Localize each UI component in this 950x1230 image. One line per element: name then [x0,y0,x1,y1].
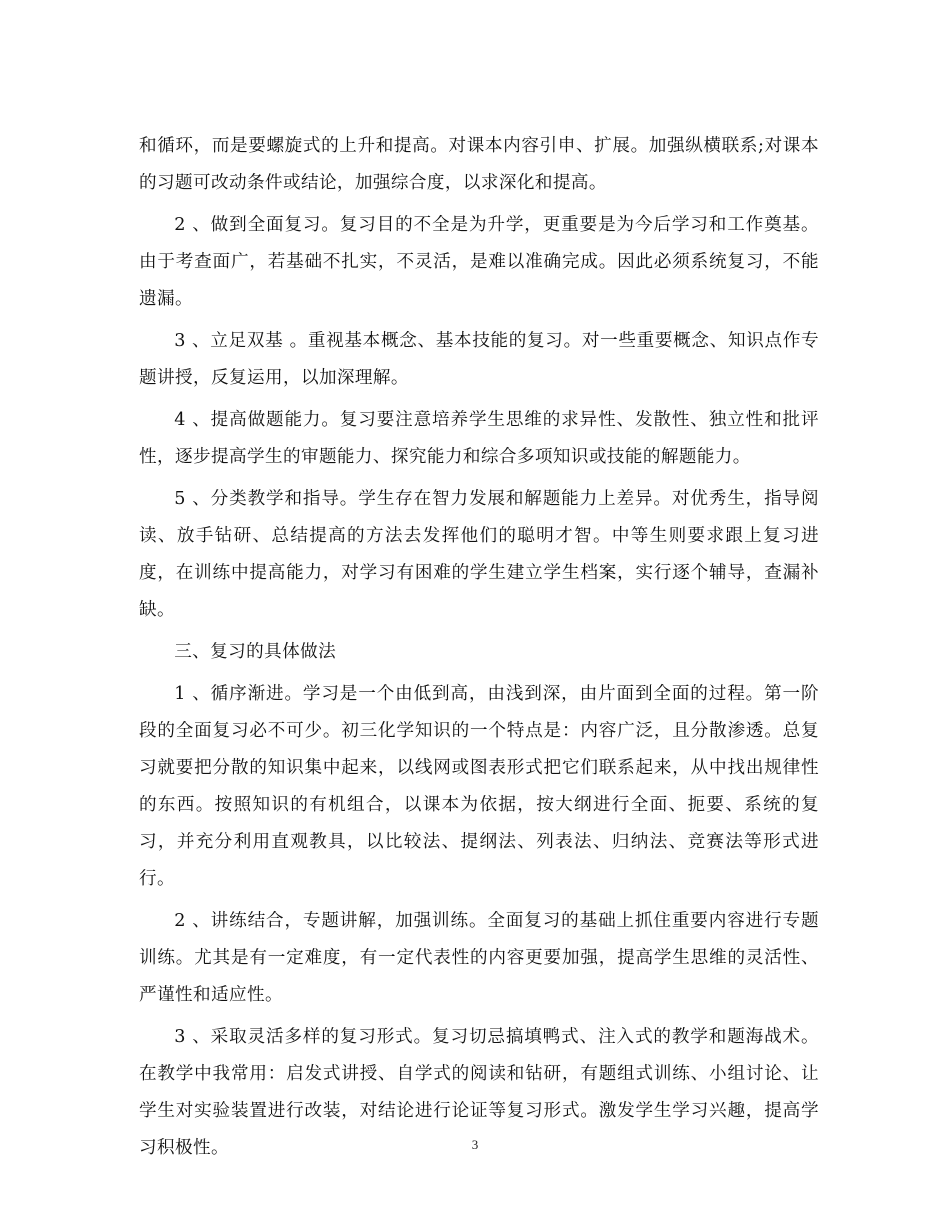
paragraph-method-3: 3 、采取灵活多样的复习形式。复习切忌搞填鸭式、注入式的教学和题海战术。在教学中我常用：启发式讲授、自学式的阅读和钻研，有题组式训练、小组讨论、让学生对实验装置进行改装，对结论进行论证等复习形式。激发学生学习兴趣，提高学习积极性。 [139,1027,819,1158]
paragraph-method-2: 2 、讲练结合，专题讲解，加强训练。全面复习的基础上抓住重要内容进行专题训练。尤其是有一定难度，有一定代表性的内容更要加强，提高学生思维的灵活性、严谨性和适应性。 [139,911,819,1005]
document-body [139,128,819,1172]
section-heading: 三、复习的具体做法 [174,642,337,662]
paragraph-item-3: 3 、立足双基 。重视基本概念、基本技能的复习。对一些重要概念、知识点作专题讲授，反复运用，以加深理解。 [139,331,819,388]
paragraph-continuation: 和循环，而是要螺旋式的上升和提高。对课本内容引申、扩展。加强纵横联系;对课本的习题可改动条件或结论，加强综合度，以求深化和提高。 [139,136,819,193]
page-number: 3 [471,1137,479,1152]
paragraph-item-5: 5 、分类教学和指导。学生存在智力发展和解题能力上差异。对优秀生，指导阅读、放手钻研、总结提高的方法去发挥他们的聪明才智。中等生则要求跟上复习进度，在训练中提高能力，对学习有困难的学生建立学生档案，实行逐个辅导，查漏补缺。 [139,489,819,620]
paragraph-method-1: 1 、循序渐进。学习是一个由低到高，由浅到深，由片面到全面的过程。第一阶段的全面复习必不可少。初三化学知识的一个特点是：内容广泛，且分散渗透。总复习就要把分散的知识集中起来，以线网或图表形式把它们联系起来，从中找出规律性的东西。按照知识的有机组合，以课本为依据，按大纲进行全面、扼要、系统的复习，并充分利用直观教具，以比较法、提纲法、列表法、归纳法、竞赛法等形式进行。 [139,684,819,889]
paragraph-item-2: 2 、做到全面复习。复习目的不全是为升学，更重要是为今后学习和工作奠基。由于考查面广，若基础不扎实，不灵活，是难以准确完成。因此必须系统复习，不能遗漏。 [139,215,819,309]
paragraph-item-4: 4 、提高做题能力。复习要注意培养学生思维的求异性、发散性、独立性和批评性，逐步提高学生的审题能力、探究能力和综合多项知识或技能的解题能力。 [139,410,819,467]
